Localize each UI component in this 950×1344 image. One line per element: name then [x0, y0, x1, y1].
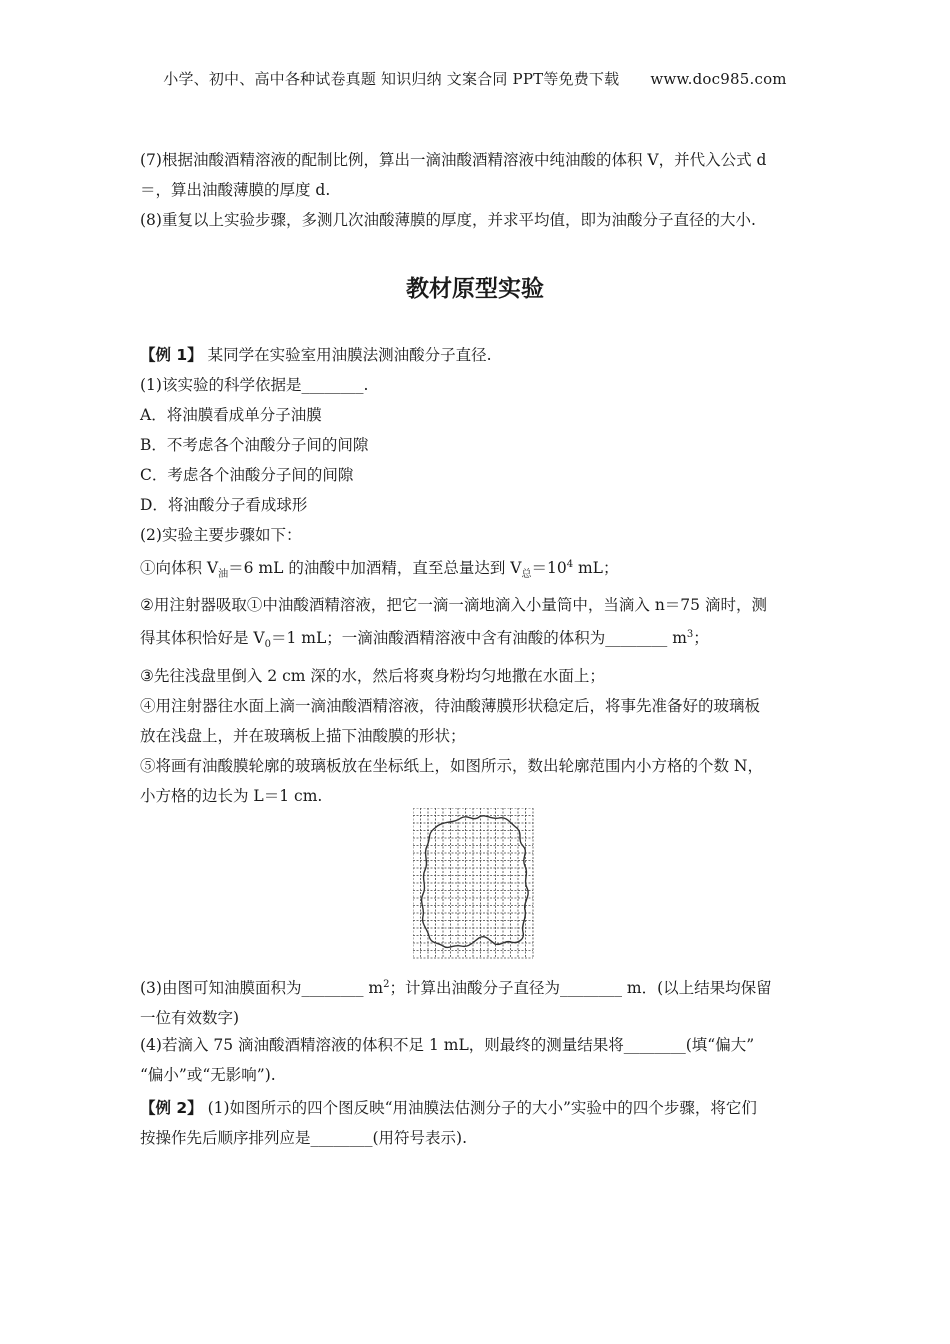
section-title: 教材原型实验	[406, 276, 544, 302]
example-1-stem: 某同学在实验室用油膜法测油酸分子直径.	[207, 346, 492, 364]
option-b: B．不考虑各个油酸分子间的间隙	[140, 436, 369, 454]
substep-3: ③先往浅盘里倒入 2 cm 深的水，然后将爽身粉均匀地撒在水面上；	[140, 666, 605, 685]
example-2-line-2: 按操作先后顺序排列应是________(用符号表示).	[140, 1129, 468, 1147]
question-2: (2)实验主要步骤如下：	[140, 526, 302, 544]
substep-1: ①向体积 $V_油=6$ mL 的油酸中加酒精，直至总量达到 $V_总=10^4$ mL；	[140, 559, 619, 581]
question-4-line-2: “偏小”或“无影响”).	[140, 1066, 276, 1084]
option-c: C．考虑各个油酸分子间的间隙	[140, 466, 354, 484]
example-2-label: 【例 2】	[140, 1099, 203, 1117]
substep-5-line-2: 小方格的边长为 L＝1 cm.	[140, 786, 323, 805]
substep-5-line-1: ⑤将画有油酸膜轮廓的玻璃板放在坐标纸上，如图所示，数出轮廓范围内小方格的个数 N，	[140, 756, 763, 775]
substep-2-line-2: 得其体积恰好是 $V_0=1$ mL；一滴油酸酒精溶液中含有油酸的体积为________ $m^3$；	[140, 629, 709, 651]
step-7-line-2: ＝，算出油酸薄膜的厚度 d.	[140, 181, 331, 199]
substep-4-line-2: 放在浅盘上，并在玻璃板上描下油酸膜的形状；	[140, 726, 466, 745]
step-7	[140, 145, 812, 205]
example-2	[140, 1093, 812, 1153]
page-header	[0, 68, 950, 89]
grid-lines	[413, 808, 533, 958]
oil-film-grid-figure	[413, 808, 537, 960]
question-4	[140, 1030, 812, 1090]
question-3: (3)由图可知油膜面积为________ $m^2$；计算出油酸分子直径为________ m．(以上结果均保留 一位有效数字)	[140, 979, 772, 1028]
step-8	[140, 205, 812, 235]
question-3-line-2: 一位有效数字)	[140, 1009, 240, 1028]
step-7-line-1: (7)根据油酸酒精溶液的配制比例，算出一滴油酸酒精溶液中纯油酸的体积 V，并代入公式 d	[140, 151, 767, 169]
substep-4-line-1: ④用注射器往水面上滴一滴油酸酒精溶液，待油酸薄膜形状稳定后，将事先准备好的玻璃板	[140, 696, 761, 715]
question-1: (1)该实验的科学依据是________.	[140, 376, 369, 394]
header-site-link[interactable]: www.doc985.com	[650, 70, 787, 88]
step-8-text: (8)重复以上实验步骤，多测几次油酸薄膜的厚度，并求平均值，即为油酸分子直径的大小.	[140, 211, 756, 229]
example-1-label: 【例 1】	[140, 346, 203, 364]
example-2-line-1: (1)如图所示的四个图反映“用油膜法估测分子的大小”实验中的四个步骤，将它们	[207, 1099, 757, 1117]
option-a: A．将油膜看成单分子油膜	[140, 406, 322, 424]
header-text: 小学、初中、高中各种试卷真题 知识归纳 文案合同 PPT等免费下载	[163, 70, 620, 88]
question-4-line-1: (4)若滴入 75 滴油酸酒精溶液的体积不足 1 mL，则最终的测量结果将________(填“偏大”	[140, 1036, 755, 1054]
example-1	[140, 340, 812, 811]
substep-2-line-1: ②用注射器吸取①中油酸酒精溶液，把它一滴一滴地滴入小量筒中，当滴入 n＝75 滴时，测	[140, 596, 767, 615]
option-d: D．将油酸分子看成球形	[140, 496, 308, 514]
